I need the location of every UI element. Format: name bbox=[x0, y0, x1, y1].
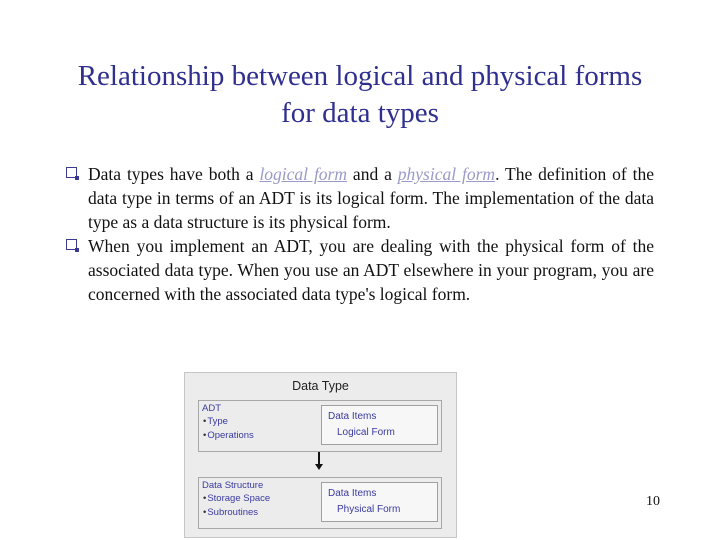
bullet-text: When you implement an ADT, you are dealing with the physical form of the associated data type. When you use an ADT elsewhere in your program, you are concerned with the associated data type's logical form. bbox=[88, 236, 654, 304]
bullet-item bbox=[66, 234, 654, 306]
physical-form-link[interactable]: physical form bbox=[397, 164, 496, 184]
checkbox-bullet-icon bbox=[66, 239, 77, 250]
slide-title: Relationship between logical and physical forms for data types bbox=[77, 60, 643, 129]
data-items-label: Data Items bbox=[328, 411, 377, 422]
data-type-diagram bbox=[184, 372, 457, 538]
data-structure-item: • Storage Space bbox=[203, 492, 270, 506]
data-structure-items bbox=[203, 492, 270, 520]
data-structure-label: Data Structure bbox=[202, 480, 264, 491]
bullet-list bbox=[66, 162, 654, 306]
checkbox-bullet-icon bbox=[66, 167, 77, 178]
data-structure-panel bbox=[198, 477, 442, 529]
physical-form-label: Physical Form bbox=[337, 504, 401, 515]
page-number: 10 bbox=[646, 494, 660, 509]
data-items-label: Data Items bbox=[328, 488, 377, 499]
adt-panel bbox=[198, 400, 442, 452]
adt-label: ADT bbox=[202, 403, 221, 414]
logical-form-link[interactable]: logical form bbox=[259, 164, 348, 184]
adt-item: • Type bbox=[203, 415, 254, 429]
physical-form-box bbox=[321, 482, 438, 522]
data-structure-item: • Subroutines bbox=[203, 506, 270, 520]
bullet-item bbox=[66, 162, 654, 234]
adt-items bbox=[203, 415, 254, 443]
bullet-text-end: . The definition of the data type in terms of an ADT is its logical form. The implementation of the data type as a data structure is its physical form. bbox=[88, 164, 654, 232]
logical-form-label: Logical Form bbox=[337, 427, 395, 438]
bullet-text-start: Data types have both a bbox=[88, 164, 260, 184]
logical-form-box bbox=[321, 405, 438, 445]
adt-item: • Operations bbox=[203, 429, 254, 443]
diagram-title: Data Type bbox=[292, 379, 349, 393]
bullet-text-middle: and a bbox=[347, 164, 398, 184]
down-arrow-icon bbox=[318, 452, 320, 466]
